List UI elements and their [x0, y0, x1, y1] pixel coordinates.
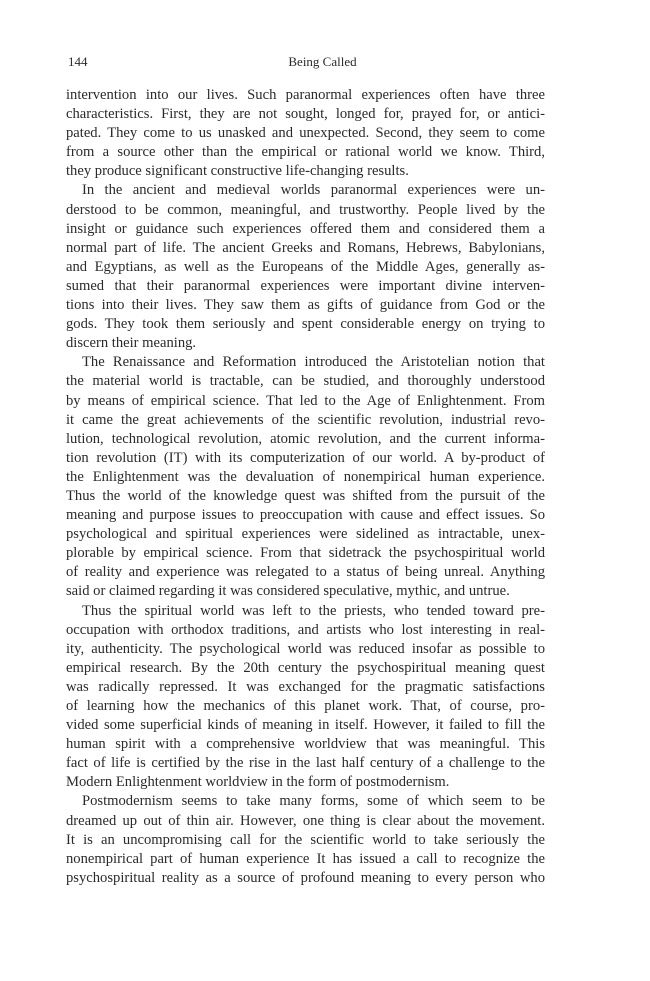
- text-line: the Enlightenment was the devaluation of nonempirical human experience.: [66, 468, 545, 485]
- text-line: psychospiritual reality as a source of profound meaning to every person who: [66, 869, 545, 886]
- page-number: 144: [68, 54, 88, 69]
- text-line: they produce significant constructive life-changing results.: [66, 163, 409, 180]
- paragraph: [66, 792, 545, 887]
- text-line: insight or guidance such experiences offered them and considered them a: [66, 220, 545, 237]
- text-line: characteristics. First, they are not sought, longed for, prayed for, or antici-: [66, 106, 545, 123]
- paragraph: [66, 181, 545, 353]
- text-line: ity, authenticity. The psychological world was reduced insofar as possible to: [66, 640, 545, 657]
- text-line: Postmodernism seems to take many forms, some of which seem to be: [82, 793, 545, 810]
- running-title: Being Called: [288, 54, 357, 69]
- text-line: of reality and experience was relegated to a status of being unreal. Anything: [66, 564, 545, 581]
- text-line: gods. They took them seriously and spent considerable energy on trying to: [66, 316, 545, 333]
- paragraph: [66, 86, 545, 181]
- text-line: occupation with orthodox traditions, and artists who lost interesting in real-: [66, 621, 545, 638]
- text-line: said or claimed regarding it was considered speculative, mythic, and untrue.: [66, 583, 510, 600]
- text-line: fact of life is certified by the rise in the last half century of a challenge to the: [66, 755, 545, 772]
- text-line: lution, technological revolution, atomic revolution, and the current informa-: [66, 430, 545, 447]
- text-line: psychological and spiritual experiences were sidelined as intractable, unex-: [66, 526, 545, 543]
- text-line: normal part of life. The ancient Greeks and Romans, Hebrews, Babylonians,: [66, 239, 545, 256]
- text-line: discern their meaning.: [66, 335, 197, 352]
- text-line: Thus the spiritual world was left to the priests, who tended toward pre-: [82, 602, 545, 619]
- text-line: from a source other than the empirical or rational world we know. Third,: [66, 144, 545, 161]
- text-line: meaning and purpose issues to preoccupation with cause and effect issues. So: [66, 507, 545, 524]
- text-line: by means of empirical science. That led to the Age of Enlightenment. From: [66, 392, 545, 409]
- text-line: tion revolution (IT) with its computerization of our world. A by-product of: [66, 449, 545, 466]
- text-line: derstood to be common, meaningful, and trustworthy. People lived by the: [66, 201, 545, 218]
- text-line: empirical research. By the 20th century the psychospiritual meaning quest: [66, 659, 545, 676]
- text-line: The Renaissance and Reformation introduced the Aristotelian notion that: [82, 354, 545, 371]
- paragraph: [66, 602, 545, 793]
- text-line: dreamed up out of thin air. However, one thing is clear about the movement.: [66, 812, 545, 829]
- text-line: it came the great achievements of the scientific revolution, industrial revo-: [66, 411, 545, 428]
- text-line: and Egyptians, as well as the Europeans of the Middle Ages, generally as-: [66, 258, 545, 275]
- text-line: It is an uncompromising call for the scientific world to take seriously the: [66, 831, 545, 848]
- text-line: sumed that their paranormal experiences were important divine interven-: [66, 277, 545, 294]
- text-line: nonempirical part of human experience It has issued a call to recognize the: [66, 850, 545, 867]
- body-text: [66, 86, 545, 888]
- text-line: Thus the world of the knowledge quest was shifted from the pursuit of the: [66, 487, 545, 504]
- text-line: vided some superficial kinds of meaning in itself. However, it failed to fill the: [66, 717, 545, 734]
- text-line: the material world is tractable, can be studied, and thoroughly understood: [66, 373, 545, 390]
- paragraph: [66, 353, 545, 601]
- text-line: was radically repressed. It was exchanged for the pragmatic satisfactions: [66, 678, 545, 695]
- text-line: of learning how the mechanics of this planet work. That, of course, pro-: [66, 698, 545, 714]
- running-head: [68, 53, 577, 71]
- text-line: plorable by empirical science. From that sidetrack the psychospiritual world: [66, 545, 545, 562]
- text-line: Modern Enlightenment worldview in the form of postmodernism.: [66, 774, 450, 791]
- text-line: pated. They come to us unasked and unexpected. Second, they seem to come: [66, 125, 545, 142]
- text-line: In the ancient and medieval worlds paranormal experiences were un-: [82, 182, 545, 199]
- text-line: tions into their lives. They saw them as gifts of guidance from God or the: [66, 297, 545, 314]
- text-line: human spirit with a comprehensive worldview that was meaningful. This: [66, 736, 545, 753]
- text-line: intervention into our lives. Such paranormal experiences often have three: [66, 87, 545, 103]
